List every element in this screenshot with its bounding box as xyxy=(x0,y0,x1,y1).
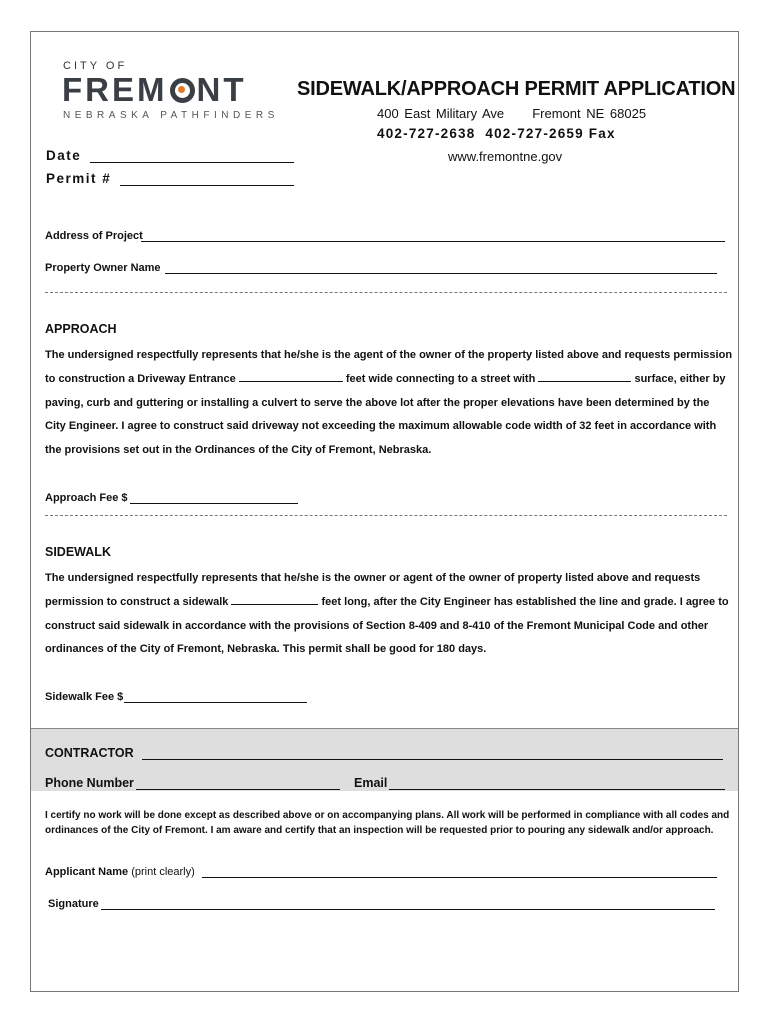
approach-line-part: feet wide connecting to a street with xyxy=(345,372,536,385)
contractor-label: CONTRACTOR xyxy=(45,746,134,760)
approach-line xyxy=(45,368,735,392)
sidewalk-heading: SIDEWALK xyxy=(45,545,111,559)
signature-label: Signature xyxy=(48,898,99,910)
sidewalk-fee-field[interactable] xyxy=(124,702,307,703)
fremont-logo xyxy=(62,73,247,107)
approach-line: paving, curb and guttering or installing a culvert to serve the above lot after the proper elevations have been determined by the xyxy=(45,396,710,409)
date-label: Date xyxy=(46,148,82,163)
website-link[interactable]: www.fremontne.gov xyxy=(448,149,563,164)
phone-label: Phone Number xyxy=(45,776,134,790)
email-field[interactable] xyxy=(389,789,725,790)
applicant-name-label xyxy=(45,866,195,878)
approach-fee-field[interactable] xyxy=(130,503,298,504)
sidewalk-line-part: permission to construct a sidewalk xyxy=(45,595,229,608)
sidewalk-line xyxy=(45,591,735,615)
driveway-width-field[interactable] xyxy=(239,371,343,382)
project-address-label: Address of Project xyxy=(45,230,143,242)
approach-line: The undersigned respectfully represents that he/she is the agent of the owner of the property listed above and requests permission xyxy=(45,349,733,361)
owner-name-label: Property Owner Name xyxy=(45,262,161,274)
permit-number-field[interactable] xyxy=(120,185,294,186)
applicant-name-field[interactable] xyxy=(202,877,717,878)
date-field[interactable] xyxy=(90,162,294,163)
sidewalk-fee-label: Sidewalk Fee $ xyxy=(45,691,124,703)
phone-field[interactable] xyxy=(136,789,340,790)
email-label: Email xyxy=(354,776,388,790)
approach-text xyxy=(45,344,735,463)
form-border xyxy=(30,31,739,992)
owner-name-field[interactable] xyxy=(165,273,717,274)
logo-tagline: NEBRASKA PATHFINDERS xyxy=(63,110,279,121)
approach-line: the provisions set out in the Ordinances of the City of Fremont, Nebraska. xyxy=(45,444,432,457)
logo-city-of: CITY OF xyxy=(63,60,128,72)
logo-text-left: FREM xyxy=(62,71,168,108)
surface-type-field[interactable] xyxy=(538,371,631,382)
logo-o-icon xyxy=(170,78,195,103)
project-address-field[interactable] xyxy=(141,241,725,242)
office-phone: 402-727-2638 402-727-2659 Fax xyxy=(377,126,616,141)
office-address: 400 East Military Ave Fremont NE 68025 xyxy=(377,106,647,121)
divider xyxy=(45,515,727,516)
sidewalk-length-field[interactable] xyxy=(231,594,318,605)
approach-line: City Engineer. I agree to construct said driveway not exceeding the maximum allowable code width of 32 feet in accordance with xyxy=(45,420,717,433)
sidewalk-text xyxy=(45,567,735,662)
approach-line-part: to construction a Driveway Entrance xyxy=(45,372,236,385)
divider xyxy=(45,292,727,293)
signature-field[interactable] xyxy=(101,909,715,910)
certification-text: I certify no work will be done except as described above or on accompanying plans. All work will be performed in compliance with all codes and ordinances of the City of Fremont. I am aware and certify that an inspection will be requested prior to pouring any sidewalk and/or approach. xyxy=(45,810,730,836)
applicant-name-label-text: Applicant Name xyxy=(45,866,129,878)
contractor-field[interactable] xyxy=(142,759,723,760)
page-title: SIDEWALK/APPROACH PERMIT APPLICATION xyxy=(297,78,736,100)
approach-fee-label: Approach Fee $ xyxy=(45,492,128,504)
logo-text-right: NT xyxy=(196,71,247,108)
approach-line-part: surface, either by xyxy=(634,372,726,385)
sidewalk-line: The undersigned respectfully represents that he/she is the owner or agent of the owner of property listed above and requests xyxy=(45,572,701,584)
sidewalk-line: ordinances of the City of Fremont, Nebraska. This permit shall be good for 180 days. xyxy=(45,643,487,656)
sidewalk-line-part: feet long, after the City Engineer has established the line and grade. I agree to xyxy=(321,595,729,608)
approach-heading: APPROACH xyxy=(45,322,117,336)
sidewalk-line: construct said sidewalk in accordance with the provisions of Section 8-409 and 8-410 of the Fremont Municipal Code and other xyxy=(45,619,709,632)
applicant-name-hint: (print clearly) xyxy=(131,866,195,878)
permit-label: Permit # xyxy=(46,171,112,186)
